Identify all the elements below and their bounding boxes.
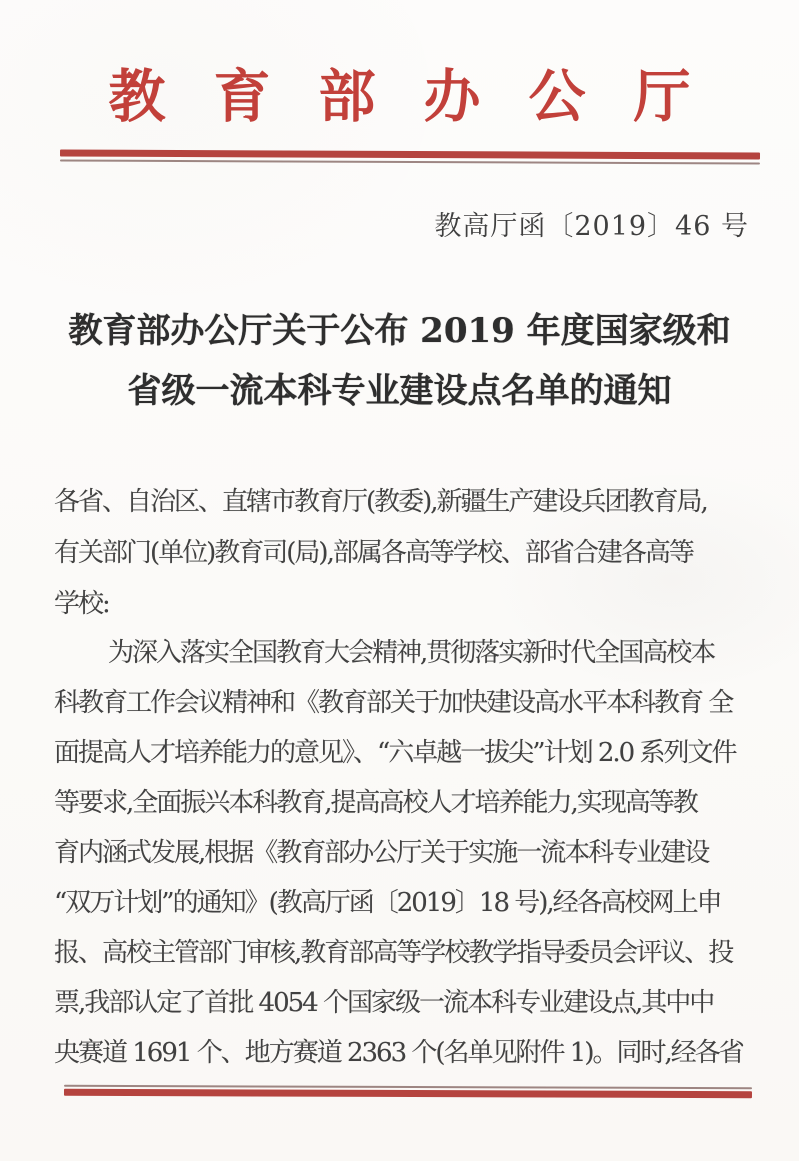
recipients-block	[54, 477, 754, 630]
body-line: 报、高校主管部门审核,教育部高等学校教学指导委员会评议、投	[54, 938, 733, 968]
body-paragraph	[54, 628, 754, 1078]
document-title	[0, 301, 799, 421]
letterhead-rule	[60, 149, 760, 164]
footer-rule	[64, 1085, 752, 1098]
body-line: 央赛道 1691 个、地方赛道 2363 个(名单见附件 1)。同时,经各省	[54, 1038, 743, 1068]
footer-rule-thick	[64, 1089, 752, 1098]
body-line: “双万计划”的通知》(教高厅函〔2019〕18 号),经各高校网上申	[54, 888, 721, 918]
doc-number: 教高厅函〔2019〕46 号	[434, 211, 749, 242]
document-title-line-2: 省级一流本科专业建设点名单的通知	[127, 371, 672, 411]
recipients-line: 学校:	[54, 589, 109, 619]
org-name-text: 教育部办公厅	[108, 63, 739, 130]
recipients-line: 各省、自治区、直辖市教育厅(教委),新疆生产建设兵团教育局,	[54, 487, 707, 517]
recipients-line: 有关部门(单位)教育司(局),部属各高等学校、部省合建各高等	[54, 538, 693, 568]
body-line: 等要求,全面振兴本科教育,提高高校人才培养能力,实现高等教	[54, 788, 697, 818]
body-line: 面提高人才培养能力的意见》、“六卓越一拔尖”计划 2.0 系列文件	[54, 738, 736, 768]
letterhead-org-name	[0, 63, 799, 130]
body-line: 票,我部认定了首批 4054 个国家级一流本科专业建设点,其中中	[54, 988, 714, 1018]
document-title-line-1: 教育部办公厅关于公布 2019 年度国家级和	[68, 311, 731, 351]
body-line: 育内涵式发展,根据《教育部办公厅关于实施一流本科专业建设	[54, 838, 709, 868]
body-line: 科教育工作会议精神和《教育部关于加快建设高水平本科教育 全	[54, 688, 733, 718]
body-line: 为深入落实全国教育大会精神,贯彻落实新时代全国高校本	[108, 638, 715, 668]
